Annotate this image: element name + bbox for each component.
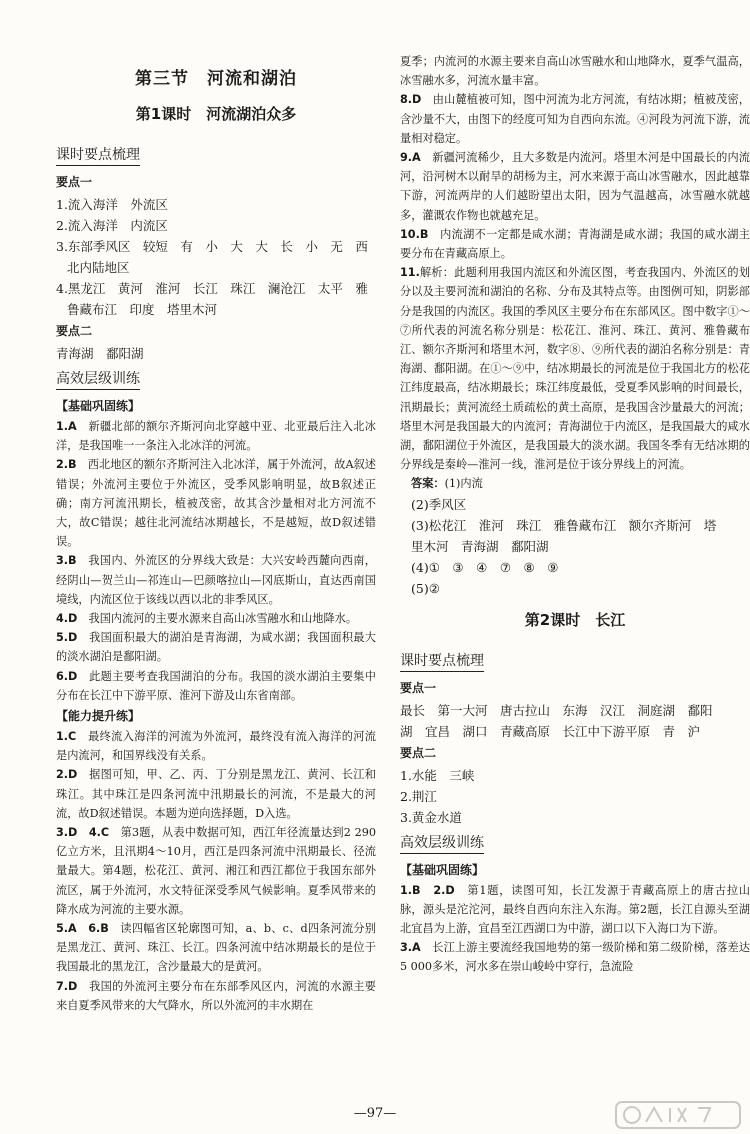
answer-item	[400, 148, 750, 225]
right-column	[400, 52, 750, 977]
left-column	[56, 56, 376, 1015]
item-text: 新疆河流稀少，且大多数是内流河。塔里木河是中国最长的内流河，沿河树木以耐旱的胡杨为主，河水来源于高山冰雪融水，因此越靠下游，河流两岸的人们越盼望出太阳，因为气温越高，冰雪融水就越多，灌溉农作物也就越充足。	[400, 151, 750, 222]
answer-line: (3)松花江 淮河 珠江 雅鲁藏布江 额尔齐斯河 塔	[411, 517, 717, 533]
item-number: 8.D	[400, 93, 422, 107]
answer-item	[56, 628, 376, 666]
answer-item	[56, 667, 376, 705]
list-item: 2.荆江	[400, 788, 437, 804]
answer-item	[400, 881, 750, 939]
item-number: 6.D	[56, 669, 78, 683]
answer-block	[400, 474, 750, 493]
ability-label: 【能力提升练】	[56, 709, 141, 724]
item-number: 1.C	[56, 730, 77, 744]
point1-label: 要点一	[56, 175, 93, 189]
item-number: 2.D	[56, 768, 78, 782]
answer-item	[56, 609, 376, 628]
answer-item	[56, 765, 376, 823]
item-number: 1.A	[56, 420, 77, 433]
item-number: 3.A	[400, 941, 421, 955]
lesson-title: 第1课时 河流湖泊众多	[135, 105, 297, 123]
item-text: 由山麓植被可知，图中河流为北方河流，有结冰期；植被茂密，含沙量不大，由图下的经度可知为自西向东流。④河段为河流下游，流量相对稳定。	[400, 93, 750, 145]
answer-line: (2)季风区	[411, 496, 467, 512]
item-text: 新疆北部的额尔齐斯河向北穿越中亚、北亚最后注入北冰洋，是我国唯一一条注入北冰洋的河流。	[56, 420, 376, 453]
point2-label-2: 要点二	[400, 745, 437, 760]
training-heading-2: 高效层级训练	[400, 832, 484, 854]
item-number: 4.D	[56, 612, 78, 626]
list-item: 4.黑龙江 黄河 淮河 长江 珠江 澜沧江 太平 雅	[56, 281, 368, 296]
item-text: 第1题，读图可知，长江发源于青藏高原上的唐古拉山脉，源头是沱沱河，最终自西向东注入东海。第2题，长江自源头至湖北宜昌为上游，宜昌至江西湖口为中游，湖口以下入海口为下游。	[400, 883, 750, 936]
answer-item	[56, 823, 376, 919]
list-item: 3.黄金水道	[400, 809, 462, 825]
basic-label: 【基础巩固练】	[56, 399, 141, 413]
item-text: 内流湖不一定都是咸水湖；青海湖是咸水湖；我国的咸水湖主要分布在青藏高原上。	[400, 227, 750, 261]
basic-label-2: 【基础巩固练】	[400, 862, 485, 877]
point1-label-2: 要点一	[400, 680, 437, 695]
answer-item	[56, 551, 376, 609]
list-item: 北内陆地区	[67, 260, 130, 275]
answer-line: (4)① ③ ④ ⑦ ⑧ ⑨	[411, 559, 559, 575]
item-text: 此题主要考查我国湖泊的分布。我国的淡水湖泊主要集中分布在长江中下游平原、淮河下游及山东省南部。	[56, 669, 376, 702]
item-text: 第3题，从表中数据可知，西江年径流量达到2 290亿立方米，且汛期4～10月，西江是四条河流中汛期最长、径流量最大。第4题，松花江、黄河、湘江和西江都位于我国东部外流区，属于外流河，水文特征深受季风气候影响。夏季风带来的降水成为河流的主要水源。	[56, 826, 376, 916]
item-number: 10.B	[400, 227, 429, 241]
item-text: 读四幅省区轮廓图可知，a、b、c、d四条河流分别是黑龙江、黄河、珠江、长江。四条河流中结冰期最长的是位于我国最北的黑龙江，含沙量最大的是黄河。	[56, 922, 376, 974]
answer-line: (1)内流	[444, 477, 483, 491]
item-text: 最终流入海洋的河流为外流河，最终没有流入海洋的河流是内流河，和国界线没有关系。	[56, 730, 376, 763]
item-text: 我国内流河的主要水源来自高山冰雪融水和山地降水。	[77, 612, 358, 626]
item-text: 据图可知，甲、乙、丙、丁分别是黑龙江、黄河、长江和珠江。其中珠江是四条河流中汛期最长的河流，不是最大的河流，故D叙述错误。本题为逆向选择题，D入选。	[56, 768, 376, 820]
item-number: 11.	[400, 266, 420, 280]
point1-list	[56, 194, 376, 320]
item-number: 3.B	[56, 554, 77, 568]
list-item: 最长 第一大河 唐古拉山 东海 汉江 洞庭湖 鄱阳	[400, 702, 713, 718]
section-title: 第三节 河流和湖泊	[135, 69, 297, 89]
basic-items-2	[400, 881, 750, 977]
list-item: 3.东部季风区 较短 有 小 大 大 长 小 无 西	[56, 239, 368, 254]
item-text: 解析：此题利用我国内流区和外流区图，考查我国内、外流区的划分以及主要河流和湖泊的名称、分布及其特点等。由图例可知，阴影部分是我国的内流区。我国的季风区主要分布在东部风区。图中数字①～⑦所代表的河流名称分别是：松花江、淮河、珠江、黄河、雅鲁藏布江、额尔齐斯河和塔里木河，数字⑧、⑨所代表的湖泊名称分别是：青海湖、鄱阳湖。在①～⑨中，结冰期最长的河流是位于我国北方的松花江纬度最高，结冰期最长；珠江纬度最低，受夏季风影响的时间最长，汛期最长；黄河流经土质疏松的黄土高原，是我国含沙量最大的河流；塔里木河是我国最大的内流河；青海湖位于内流区，是我国最大的咸水湖，鄱阳湖位于外流区，是我国最大的淡水湖。我国冬季有无结冰期的分界线是秦岭—淮河一线，淮河是位于该分界线上的河流。	[400, 266, 750, 472]
item-number: 5.D	[56, 631, 78, 645]
answer-item	[400, 52, 750, 90]
list-item: 2.流入海洋 内流区	[56, 218, 168, 233]
watermark-logo	[614, 1098, 742, 1132]
answer-line: 里木河 青海湖 鄱阳湖	[411, 538, 549, 554]
answer-item	[400, 938, 750, 976]
answer-item	[400, 90, 750, 148]
training-heading: 高效层级训练	[56, 368, 140, 390]
answer-item	[400, 263, 750, 474]
item-text: 西北地区的额尔齐斯河注入北冰洋，属于外流河，故A叙述错误；外流河主要位于外流区，受季风影响明显，故B叙述正确；南方河流汛期长，植被茂密，故其含沙量相对北方河流不大，故C错误；越往北河流结冰期越长，不是越短，故D叙述错误。	[56, 458, 376, 549]
answer-item	[56, 727, 376, 765]
answer-item	[400, 225, 750, 263]
list-item: 1.水能 三峡	[400, 767, 475, 783]
answer-item	[56, 455, 376, 551]
answer-line: (5)②	[411, 580, 440, 596]
answer-item	[56, 977, 376, 1015]
answer-label: 答案：	[411, 477, 445, 491]
point2-label: 要点二	[56, 324, 93, 338]
item-number: 9.A	[400, 151, 421, 165]
list-item: 青海湖 鄱阳湖	[56, 346, 144, 361]
item-text: 我国面积最大的湖泊是青海湖，为咸水湖；我国面积最大的淡水湖泊是鄱阳湖。	[56, 631, 376, 664]
basic-items	[56, 417, 376, 705]
list-item: 1.流入海洋 外流区	[56, 197, 168, 212]
review-heading: 课时要点梳理	[56, 144, 140, 166]
continued-items	[400, 52, 750, 474]
answer-lines	[400, 494, 750, 599]
list-item: 湖 宜昌 湖口 青藏高原 长江中下游平原 青 沪	[400, 723, 701, 739]
item-number: 2.B	[56, 458, 77, 472]
page-number: —97—	[353, 1106, 397, 1121]
item-number: 7.D	[56, 979, 78, 993]
item-text: 夏季；内流河的水源主要来自高山冰雪融水和山地降水，夏季气温高，冰雪融水多，河流水量丰富。	[400, 55, 750, 88]
item-number: 1.B 2.D	[400, 883, 455, 897]
item-text: 我国内、外流区的分界线大致是：大兴安岭西麓向西南，经阴山—贺兰山—祁连山—巴颜喀拉山—冈底斯山，直达西南国境线，内流区位于该线以西以北的非季风区。	[56, 554, 376, 606]
answer-item	[56, 919, 376, 977]
list-item: 鲁藏布江 印度 塔里木河	[67, 302, 218, 317]
ability-items	[56, 727, 376, 1015]
review-heading-2: 课时要点梳理	[400, 650, 484, 672]
item-text: 我国的外流河主要分布在东部季风区内，河流的水源主要来自夏季风带来的大气降水，所以外流河的丰水期在	[56, 979, 376, 1012]
item-text: 长江上游主要流经我国地势的第一级阶梯和第二级阶梯，落差达5 000多米，河水多在崇山峻岭中穿行，急流险	[400, 941, 750, 974]
item-number: 3.D 4.C	[56, 826, 110, 840]
lesson2-title: 第2课时 长江	[524, 610, 626, 629]
item-number: 5.A 6.B	[56, 922, 109, 936]
answer-item	[56, 417, 376, 455]
